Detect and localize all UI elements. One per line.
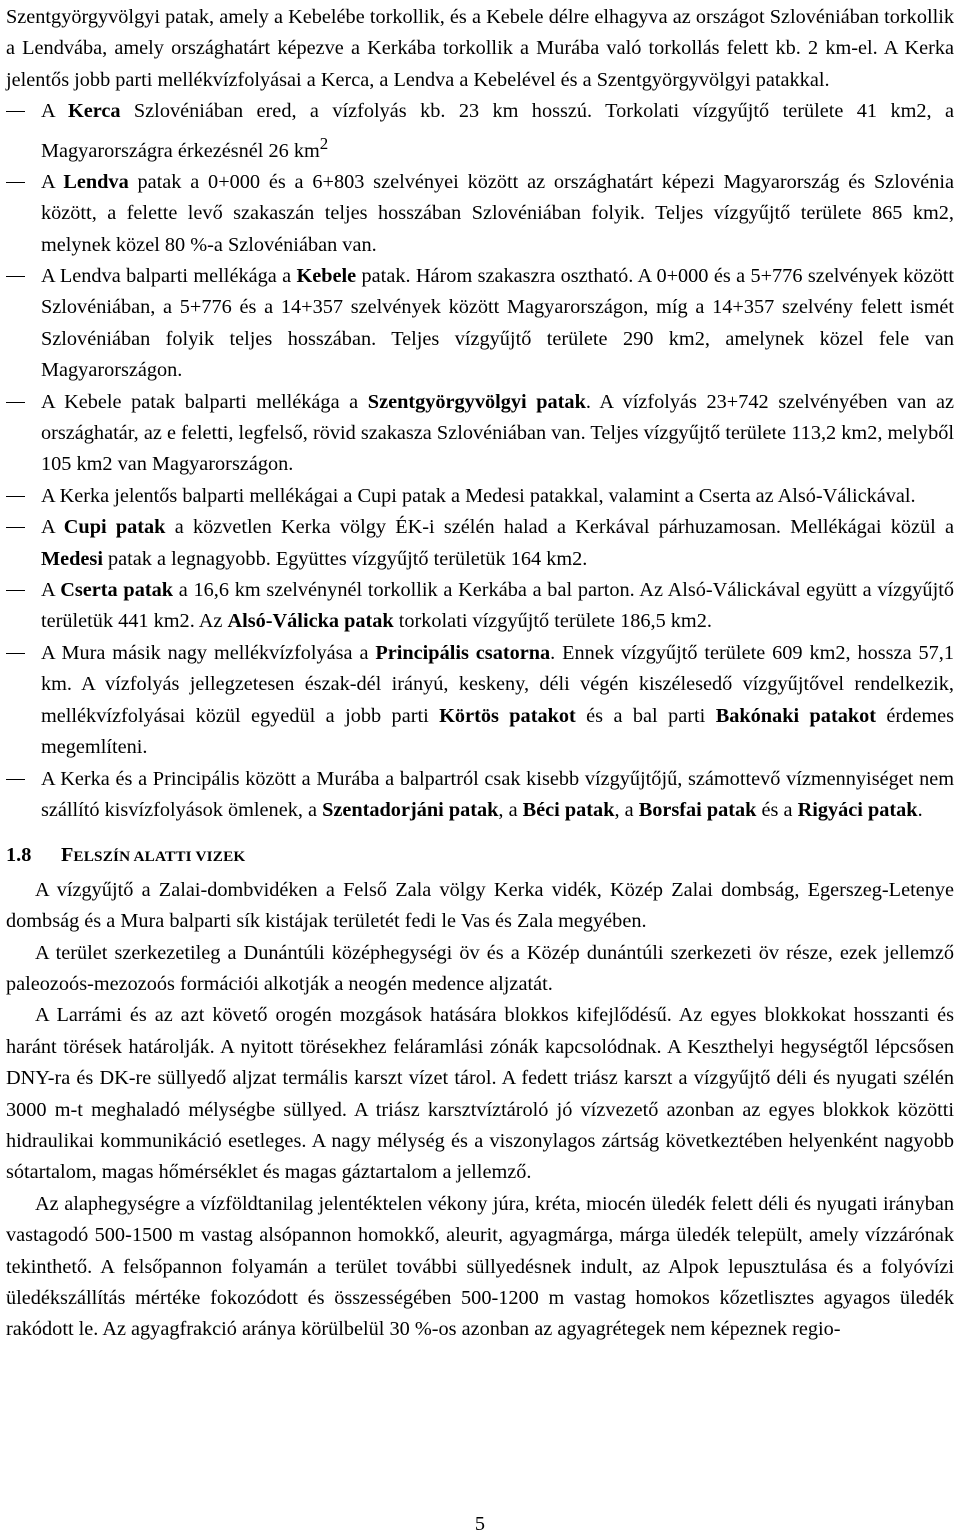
- list-item: A Lendva patak a 0+000 és a 6+803 szelvényei között az országhatárt képezi Magyarország és Szlovénia között, a felette levő szakaszán teljes hosszában Szlovéniában folyik. Teljes vízgyűjtő területe 865 km2, melynek közel 80 %-a Szlovéniában van.: [6, 167, 954, 261]
- dash-bullet: [6, 111, 25, 112]
- dash-bullet: [6, 779, 25, 780]
- intro-paragraph: Szentgyörgyvölgyi patak, amely a Kebelébe torkollik, és a Kebele délre elhagyva az országot Szlovéniában torkollik a Lendvába, amely országhatárt képezve a Kerkába torkollik a Murába való torkollás felett kb. 2 km-el. A Kerka jelentős jobb parti mellékvízfolyásai a Kerca, a Lendva a Kebelével és a Szentgyörgyvölgyi patakkal.: [6, 6, 954, 91]
- river-list: [6, 96, 954, 826]
- dash-bullet: [6, 402, 25, 403]
- list-item: A Kerca Szlovéniában ered, a vízfolyás kb. 23 km hosszú. Torkolati vízgyűjtő területe 41 km2, a Magyarországra érkezésnél 26 $km^2$: [6, 96, 954, 167]
- body-paragraph: Az alaphegységre a vízföldtanilag jelentéktelen vékony júra, kréta, miocén üledék felett déli és nyugati irányban vastagodó 500-1500 m vastag alsópannon homokkő, aleurit, agyagmárga, márga üledék települt, amely vízzárónak tekinthető. A felsőpannon folyamán a terület további süllyedésnek indult, az Alpok lepusztulása és a folyóvízi üledékszállítás mértéke fokozódott és összességében 500-1200 m vastag homokos kőzetlisztes agyagos üledék rakódott le. Az agyagfrakció aránya körülbelül 30 %-os azonban az agyagrétegek nem képeznek regio-: [6, 1192, 954, 1341]
- dash-bullet: [6, 276, 25, 277]
- dash-bullet: [6, 496, 25, 497]
- list-item: A Kebele patak balparti mellékága a Szentgyörgyvölgyi patak. A vízfolyás 23+742 szelvényében van az országhatár, az e feletti, legfelső, rövid szakasza Szlovéniában van. Teljes vízgyűjtő területe 113,2 km2, melyből 105 km2 van Magyarországon.: [6, 387, 954, 481]
- section-number: 1.8: [6, 844, 32, 867]
- document-page: [6, 2, 954, 1346]
- list-item: A Cupi patak a közvetlen Kerka völgy ÉK-i szélén halad a Kerkával párhuzamosan. Mellékágai közül a Medesi patak a legnagyobb. Együttes vízgyűjtő területük 164 km2.: [6, 512, 954, 575]
- dash-bullet: [6, 590, 25, 591]
- page-number: 5: [474, 1513, 486, 1535]
- list-item: A Kerka és a Principális között a Murába a balpartról csak kisebb vízgyűjtőjű, számottevő vízmennyiséget nem szállító kisvízfolyások ömlenek, a Szentadorjáni patak, a Béci patak, a Borsfai patak és a Rigyáci patak.: [6, 764, 954, 827]
- list-item: A Kerka jelentős balparti mellékágai a Cupi patak a Medesi patakkal, valamint a Cserta az Alsó-Válickával.: [6, 481, 954, 512]
- section-heading: [6, 840, 954, 872]
- list-item: A Cserta patak a 16,6 km szelvénynél torkollik a Kerkába a bal parton. Az Alsó-Válickával együtt a vízgyűjtő területük 441 km2. Az Alsó-Válicka patak torkolati vízgyűjtő területe 186,5 km2.: [6, 575, 954, 638]
- dash-bullet: [6, 653, 25, 654]
- dash-bullet: [6, 182, 25, 183]
- dash-bullet: [6, 527, 25, 528]
- list-item: A Mura másik nagy mellékvízfolyása a Principális csatorna. Ennek vízgyűjtő területe 609 km2, hossza 57,1 km. A vízfolyás jellegzetesen észak-dél irányú, keskeny, déli végén kiszélesedő vízgyűjtővel rendelkezik, mellékvízfolyásai közül egyedül a jobb parti Körtös patakot és a bal parti Bakónaki patakot érdemes megemlíteni.: [6, 638, 954, 764]
- section-title: FELSZÍN ALATTI VIZEK: [61, 844, 246, 867]
- list-item: A Lendva balparti mellékága a Kebele patak. Három szakaszra osztható. A 0+000 és a 5+776 szelvények között Szlovéniában, a 5+776 és a 14+357 szelvények között Magyarországon, míg a 14+357 szelvény felett ismét Szlovéniában folyik teljes hosszában. Teljes vízgyűjtő területe 290 km2, amelynek közel fele van Magyarországon.: [6, 261, 954, 387]
- body-paragraph: A vízgyűjtő a Zalai-dombvidéken a Felső Zala völgy Kerka vidék, Közép Zalai dombság, Egerszeg-Letenye dombság és a Mura balparti sík kistájak területét fedi le Vas és Zala megyében.: [6, 878, 954, 933]
- body-paragraph: A terület szerkezetileg a Dunántúli középhegységi öv és a Közép dunántúli szerkezeti öv része, ezek jellemző paleozoós-mezozoós formációi alkotják a neogén medence aljzatát.: [6, 941, 954, 995]
- body-paragraph: A Larrámi és az azt követő orogén mozgások hatására blokkos kifejlődésű. Az egyes blokkokat hosszanti és haránt törések határolják. A nyitott törésekhez feláramlási zónák kapcsolódnak. A Keszthelyi hegységtől lépcsősen DNY-ra és DK-re süllyedő aljzat termális karszt vízet tárol. A fedett triász karszt a vízgyűjtő déli és nyugati szélén 3000 m-t meghaladó mélységbe süllyed. A triász karsztvíztároló jó vízvezető azonban az egyes blokkok közötti hidraulikai kommunikáció esetleges. A nagy mélység és a viszonylagos zártság következtében helyenként nagyobb sótartalom, magas hőmérséklet és magas gáztartalom a jellemző.: [6, 1004, 954, 1184]
